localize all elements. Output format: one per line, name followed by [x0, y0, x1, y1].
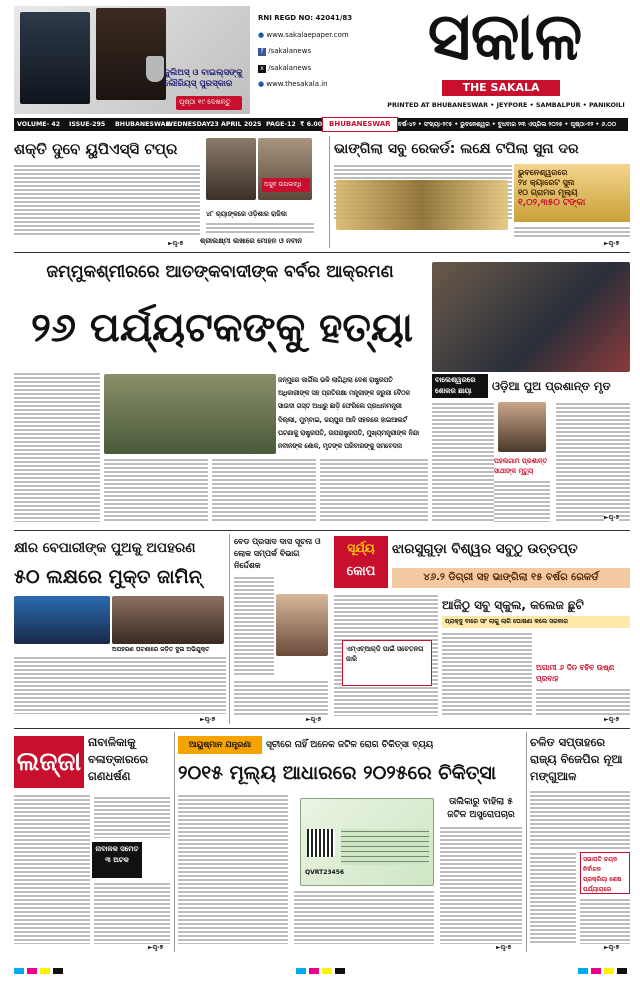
card-code: QVRT23456 [305, 869, 345, 876]
mid-middle-photo [276, 594, 328, 656]
volume: VOLUME- 42 [17, 121, 61, 128]
bottom-middle-kicker: ସୂଚୀରେ ନାହିଁ ଅନେକ ଜଟିଳ ରୋଗ ଚିକିତ୍ସା ବ୍ୟୟ [266, 740, 434, 750]
qr-icon [307, 829, 335, 857]
bottom-middle-continue[interactable]: ►ପୃ-୭ [496, 944, 512, 951]
rule-1 [14, 252, 630, 253]
gold-box-line3: ୧୦ ଗ୍ରାମର ମୂଲ୍ୟ [518, 188, 578, 197]
promo-box[interactable] [14, 6, 250, 114]
bottom-left-body-2 [94, 796, 170, 838]
gold-box-line1: ଭୁବନେଶ୍ୱରରେ [518, 168, 568, 177]
price: ₹ 6.00 [300, 121, 323, 128]
bottom-left-continue[interactable]: ►ପୃ-୭ [148, 944, 164, 951]
mid-left-body [14, 656, 226, 714]
odia-info: • ବର୍ଷ-୪୨ • ସଂଖ୍ୟା-୨୯୫ • ଭୁବନେଶ୍ୱର • ବୁଧବାର ୨୩ ଏପ୍ରିଲ ୨୦୨୫ • ପୃଷ୍ଠା-୧୨ • ୬.୦୦ [392, 121, 617, 128]
bottom-left-body-1 [14, 794, 90, 944]
logo[interactable]: ସକାଳ [427, 0, 583, 75]
globe-icon: ● [258, 30, 265, 39]
bullet-5: ଘଟଣାକୁ ରାଷ୍ଟ୍ରପତି, ଉପରାଷ୍ଟ୍ରପତି, ମୁଖ୍ୟମନ୍ତ୍ରୀଙ୍କ ନିନ୍ଦା [278, 429, 420, 437]
printed-at: PRINTED AT BHUBANESWAR • JEYPORE • SAMBALPUR • PANIKOILI [387, 101, 625, 109]
sun-badge [334, 536, 388, 588]
mid-left-continue[interactable]: ►ପୃ-୭ [200, 716, 216, 723]
trophy-icon [146, 56, 164, 82]
promo-caption: ଜୁଲିଅସ୍ ଓ ବାଇଲ୍ସଙ୍କୁ ଲୌରିୟସ୍ ପୁରସ୍କାର [164, 68, 243, 89]
mid-left-photo-1 [14, 596, 110, 644]
side-kicker-1: ବାଲେଶ୍ୱରରେ [435, 376, 476, 384]
top-left-badge: ଅସୁବ ଉପଲବ୍ଧି [262, 178, 310, 192]
top-left-headline[interactable]: ଶକ୍ତି ଦୁବେ ୟୁପିଏସ୍‌ସି ଟପ୍‌ର [14, 140, 178, 158]
mid-right-subhead: ୪୬.୨ ଡିଗ୍ରୀ ସହ ଭାଙ୍ଗିଲା ୧୫ ବର୍ଷର ରେକର୍ଡ [392, 568, 630, 588]
top-left-body [14, 164, 200, 236]
divider [329, 136, 330, 248]
bottom-right-headline[interactable]: ଚଳିତ ସପ୍ତାହରେ ରାଜ୍ୟ ବିଜେପିର ନୂଆ ମଙ୍ଗୁଆଳ [530, 735, 623, 783]
lead-col-3 [212, 458, 316, 522]
promo-page: ପୃଷ୍ଠା ୧୯ ଦେଖନ୍ତୁ [176, 96, 242, 110]
top-right-caption [514, 226, 630, 238]
lead-main-photo [104, 374, 276, 454]
lead-side-body-3 [556, 402, 630, 522]
bottom-left-headline[interactable]: ନାବାଳିକାକୁ ବଳାତ୍କାରରେ ଗଣଧର୍ଷଣ [88, 735, 149, 783]
bottom-right-body-2 [530, 852, 576, 944]
bullet-2: ଅଧିକାରୀଙ୍କ ସହ ପ୍ରତିରକ୍ଷା ମନ୍ତ୍ରୀଙ୍କ ଜରୁରୀ ବୈଠକ [278, 390, 410, 398]
mid-middle-body-2 [234, 680, 328, 716]
epaper-link[interactable]: www.sakalaepaper.com [266, 30, 349, 39]
bottom-middle-body-2 [294, 890, 434, 944]
issue: ISSUE-295 [69, 121, 106, 128]
masthead [0, 0, 640, 118]
mid-right-body-2 [442, 632, 532, 716]
rule-2 [14, 530, 630, 531]
bullet-4: ଦିଲ୍ଲୀ, ମୁମ୍ବାଇ, ଜୟପୁର ଆଦି ସହରରେ ହାଇଆଲର୍ଟ [278, 416, 408, 424]
top-right-continue[interactable]: ►ପୃ-୭ [604, 240, 620, 247]
mid-right-continue[interactable]: ►ପୃ-୭ [604, 716, 620, 723]
top-right-headline[interactable]: ଭାଙ୍ଗିଲା ସବୁ ରେକର୍ଡ: ଲକ୍ଷେ ଟପିଲା ସୁନା ଦର [334, 141, 579, 157]
divider [229, 534, 230, 724]
mid-right-body-3 [536, 688, 630, 716]
dateline-bar [14, 118, 628, 131]
divider [174, 732, 175, 952]
city-tab[interactable]: BHUBANESWAR [322, 117, 398, 132]
lead-side-photo [432, 262, 630, 372]
sun-badge-2: କୋପ [346, 564, 376, 579]
mid-middle-body-1 [234, 576, 274, 676]
lead-kicker[interactable]: ଜମ୍ମୁକଶ୍ମୀରରେ ଆତଙ୍କବାଦୀଙ୍କ ବର୍ବର ଆକ୍ରମଣ [46, 262, 394, 282]
victim-caption: ପହଲଗାମ ପ୍ରଶାନ୍ତ ସାଥୀଙ୍କ ମୃତ୍ୟୁ [494, 457, 548, 475]
mid-right-side-sub-1: ପ୍ରାକ୍‌ଦୁ ବାରେ ସାଂ ଲାଗୁ ଲାଗି ଘୋଷଣା କଲେ ସରକାର [442, 616, 630, 628]
lead-col-4 [320, 458, 428, 522]
city: BHUBANESWAR [115, 121, 171, 128]
mid-right-box: ଏମ୍‌ଏଚ୍‌ଆର୍‌ଡି ପାଇଁ ସଚେତନତା ଜାରି [342, 640, 432, 686]
website-link[interactable]: www.thesakala.in [266, 80, 328, 88]
mid-middle-continue[interactable]: ►ପୃ-୭ [306, 716, 322, 723]
bottom-right-body-1 [530, 790, 630, 850]
day: WEDNESDAY [166, 121, 211, 128]
rni-number: RNI REGD NO: 42041/83 [258, 14, 353, 22]
bullet-6: ନବୀନଙ୍କ ଶୋକ, ମୃତଙ୍କ ପରିବାରଙ୍କୁ ସମବେଦନା [278, 443, 402, 451]
lead-side-body-2 [494, 480, 550, 522]
ayushman-card [300, 798, 434, 886]
lead-bullets [278, 374, 428, 454]
top-left-subcaption: ଶ୍ରୀଲକ୍ଷ୍ମୀ ଲଖାରେ ମୋହନ ଓ ନବୀନ [200, 237, 303, 245]
twitter-link[interactable]: /sakalanews [268, 63, 312, 72]
mid-left-headline-2[interactable]: ୫୦ ଲକ୍ଷରେ ମୁକ୍ତ ଜାମିନ୍ [14, 566, 202, 588]
side-kicker-2: ଶୋକର ଛାୟା [435, 387, 472, 395]
gold-box-line4: ୧,୦୨,୩୫୦ ଟଙ୍କା [518, 198, 586, 208]
mid-left-caption: ଅପହରଣ ଘଟଣାରେ ଜଡ଼ିତ ଦୁଇ ଅଭିଯୁକ୍ତ [112, 646, 210, 653]
bullet-3: ସାଉଦୀ ଗସ୍ତ ଅଧାରୁ ଛାଡ଼ି ଫେରିଲେ ପ୍ରଧାନମନ୍ତ୍ରୀ [278, 403, 402, 411]
lead-side-kicker-box [432, 374, 488, 398]
bottom-right-box: ସଭାପତି ଚୟନ ନିର୍ବାଚନ ପ୍ରକ୍ରିୟା ଶେଷ ପର୍ଯ୍ୟାୟରେ [580, 852, 630, 894]
gold-box-line2: ୨୪ କ୍ୟାରେଟ ସୁନା [518, 178, 575, 187]
card-lines [341, 829, 429, 865]
lead-side-body-1 [432, 402, 494, 522]
lead-headline[interactable]: ୨୬ ପର୍ଯ୍ୟଟକଙ୍କୁ ହତ୍ୟା [30, 305, 414, 351]
top-left-photo-1 [206, 138, 256, 200]
contact-list [258, 10, 368, 93]
divider [526, 732, 527, 952]
mid-left-headline-1[interactable]: କ୍ଷୀର ବେପାରୀଙ୍କ ପୁଅକୁ ଅପହରଣ [14, 540, 196, 556]
mid-left-photo-2 [112, 596, 224, 644]
bottom-right-continue[interactable]: ►ପୃ-୭ [604, 944, 620, 951]
bottom-middle-headline[interactable]: ୨୦୧୫ ମୂଲ୍ୟ ଆଧାରରେ ୨୦୨୫ରେ ଚିକିତ୍ସା [178, 762, 497, 784]
gold-price-box [514, 164, 630, 222]
color-registration-strip [14, 964, 630, 972]
lead-col-1 [14, 372, 100, 522]
bottom-left-body-3 [94, 882, 170, 944]
bottom-middle-body-3 [440, 826, 522, 944]
bottom-middle-side-head[interactable]: ତାଲିକାରୁ ବାହିଲା ୫ ଜଟିଳ ଅସ୍ତ୍ରୋପଚାର [447, 797, 515, 820]
lead-continue[interactable]: ►ପୃ-୭ [604, 514, 620, 521]
lajja-brand: ଲଜ୍ଜା [14, 736, 84, 788]
facebook-link[interactable]: /sakalanews [268, 47, 312, 55]
web-icon: ● [258, 80, 265, 88]
date: 23 APRIL 2025 [210, 121, 262, 128]
gold-photo [336, 180, 508, 230]
top-left-photo-caption: ୪୮ ର‍୍ୟାଙ୍କରେ ଓଡ଼ିଶାର ରାଜିକା [206, 210, 287, 218]
facebook-icon: f [258, 48, 266, 56]
sun-badge-1: ସୂର୍ଯ୍ୟ [347, 541, 375, 555]
promo-photo-man [20, 12, 90, 104]
ayushman-badge: ଆୟୁଷ୍ମାନ ଯନ୍ତ୍ରଣା [178, 736, 262, 754]
twitter-icon: x [258, 65, 266, 73]
mid-right-headline[interactable]: ଝାରସୁଗୁଡ଼ା ବିଶ୍ୱର ସବୁଠୁ ଉତ୍ତପ୍ତ [392, 541, 578, 557]
lead-col-2 [104, 458, 208, 522]
lead-side-headline[interactable]: ଓଡ଼ିଆ ପୁଅ ପ୍ରଶାନ୍ତ ମୃତ [492, 379, 611, 393]
mid-right-side-head-1[interactable]: ଆଜିଠୁ ସବୁ ସ୍କୁଲ, କଲେଜ ଛୁଟି [442, 598, 584, 612]
rule-3 [14, 728, 630, 729]
bullet-1: ଜନ୍ମୁରେ କାର୍ଗିଲ ଭଳି ଲାଗିଥିଲା ଦେଶ ରାଷ୍ଟ୍ରପତି [278, 377, 393, 384]
logo-subtitle: THE SAKALA [442, 80, 560, 96]
promo-photo-woman [96, 8, 166, 100]
top-left-caption-lines [206, 222, 314, 234]
pages: PAGE-12 [266, 121, 296, 128]
bottom-left-inset: ନାବାଳକ ସମେତ ୩ ଅଟକ [92, 842, 142, 878]
top-left-continue[interactable]: ►ପୃ-୭ [168, 240, 184, 247]
victim-photo [498, 402, 546, 452]
mid-right-side-head-2[interactable]: ଅଗାମୀ ୬ ଦିନ ବହିବ ଉଷ୍ଣ ପ୍ରବାହ [536, 663, 615, 683]
mid-middle-headline[interactable]: ବେଡ ପ୍ରସାଦ ଦାସ ସୂଚନା ଓ ଲୋକ ସମ୍ପର୍କ ବିଭାଗ ନିର୍ଦ୍ଦେଶକ [234, 537, 321, 570]
bottom-middle-body-1 [178, 794, 288, 944]
bottom-right-body-3 [580, 898, 630, 944]
